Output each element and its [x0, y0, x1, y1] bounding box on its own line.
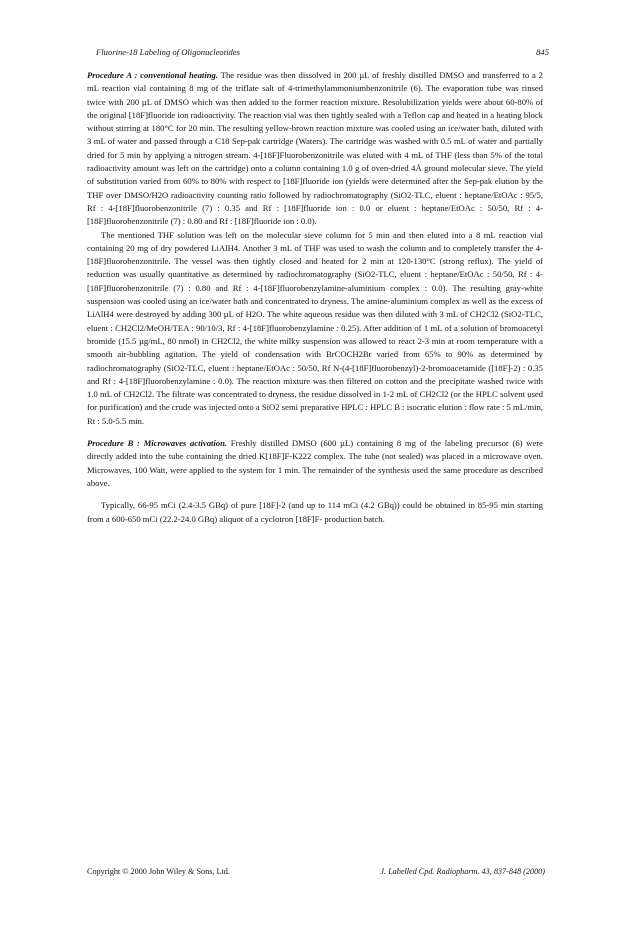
- running-title: Fluorine-18 Labeling of Oligonucleotides: [96, 47, 240, 57]
- article-body: [87, 69, 543, 526]
- page-number: 845: [536, 47, 549, 57]
- yield-paragraph: Typically, 66-95 mCi (2.4-3.5 GBq) of pure [18F]-2 (and up to 114 mCi (4.2 GBq)) could be obtained in 85-95 min starting from a 600-650 mCi (22.2-24.0 GBq) aliquot of a cyclotron [18F]F- production batch.: [87, 500, 543, 524]
- procedure-b-heading: Procedure B : Microwaves activation.: [87, 438, 228, 449]
- procedure-a-paragraph: [87, 69, 543, 229]
- reduction-paragraph: The mentioned THF solution was left on the molecular sieve column for 5 min and then eluted into a 8 mL reaction vial containing 20 mg of dry powdered LiAlH4. Another 3 mL of THF was used to wash the column and to completely transfer the 4-[18F]fluorobenzonitrile. The vessel was then tightly closed and heated for 2 min at 120-130°C (strong reflux). The yield of reduction was usually quantitative as determined by radiochromatography (SiO2-TLC, eluent : heptane/EtOAc : 50/50, Rf : 4-[18F]fluorobenzonitrile (7) : 0.80 and Rf : 4-[18F]fluorobenzylamine-aluminium complex : 0.0). The resulting gray-white suspension was cooled using an ice/water bath and concentrated to dryness. The amine-aluminium complex as well as the excess of LiAlH4 were destroyed by adding 300 µL of H2O. The white aqueous residue was then diluted with 3 mL of CH2Cl2 (SiO2-TLC, eluent : CH2Cl2/MeOH/TEA : 90/10/3, Rf : 4-[18F]fluorobenzylamine : 0.25). After addition of 1 mL of a solution of bromoacetyl bromide (15.5 µg/mL, 80 nmol) in CH2Cl2, the white milky suspension was allowed to react 2-3 min at room temperature with a smooth air-bubbling agitation. The yield of condensation with BrCOCH2Br varied from 65% to 90% as determined by radiochromatography (SiO2-TLC, eluent : heptane/EtOAc : 50/50, Rf N-(4-[18F]fluorobenzyl)-2-bromoacetamide ([18F]-2) : 0.35 and Rf : 4-[18F]fluorobenzylamine : 0.0). The reaction mixture was then filtered on cotton and the precipitate washed twice with 1.0 mL of CH2Cl2. The filtrate was concentrated to dryness, the residue dissolved in 1-2 mL of CH2Cl2 (or the HPLC solvent used for purification) and the crude was injected onto a SiO2 semi preparative HPLC : HPLC B : isocratic elution : flow rate : 5 mL/min, Rt : 5.0-5.5 min.: [87, 229, 543, 426]
- procedure-a-heading: Procedure A : conventional heating.: [87, 70, 218, 80]
- citation-text: J. Labelled Cpd. Radiopharm. 43, 837-848 (2000): [380, 867, 545, 876]
- journal-citation: [380, 867, 545, 876]
- procedure-a-text: The residue was then dissolved in 200 µL of freshly distilled DMSO and transferred to a 2 mL reaction vial containing 8 mg of the triflate salt of 4-trimethylammoniumbenzonitrile (6). The evaporation tube was rinsed twice with 200 µL of DMSO which was then added to the former reaction mixture. Resolubilization yields were about 60-80% of the original [18F]fluoride ion radioactivity. The reaction vial was then tightly sealed with a Teflon cap and heated in a heating block without stirring at 180°C for 20 min. The resulting yellow-brown reaction mixture was cooled using an ice/water bath, diluted with 3 mL of water and passed through a C18 Sep-pak cartridge (Waters). The cartridge was washed with 0.5 mL of water and partially dried for 5 min by applying a nitrogen stream. 4-[18F]Fluorobenzonitrile was eluted with 4 mL of THF (less than 5% of the total radioactivity amount was left on the cartridge) onto a column containing 1.0 g of oven-dried 4Å ground molecular sieve. The yield of substitution varied from 60% to 80% with respect to [18F]fluoride ion (yields were determined after the Sep-pak elution by the THF over DMSO/H2O radioactivity counting ratio followed by radiochromatography (SiO2-TLC, eluent : heptane/EtOAc : 95/5, Rf : 4-[18F]fluorobenzonitrile (7) : 0.35 and Rf : [18F]fluoride ion : 0.0 or eluent : heptane/EtOAc : 50/50, Rf : 4-[18F]fluorobenzonitrile (7) : 0.80 and Rf : [18F]fluoride ion : 0.0).: [87, 70, 543, 227]
- procedure-b-paragraph: [87, 437, 543, 490]
- copyright-notice: Copyright © 2000 John Wiley & Sons, Ltd.: [87, 867, 230, 876]
- procedure-b-text: Freshly distilled DMSO (600 µL) containing 8 mg of the labeling precursor (6) were directly added into the tube containing the dried K[18F]F-K222 complex. The tube (not sealed) was placed in a microwave oven. Microwaves, 100 Watt, were applied to the system for 1 min. The remainder of the synthesis used the same procedure as described above.: [87, 438, 543, 488]
